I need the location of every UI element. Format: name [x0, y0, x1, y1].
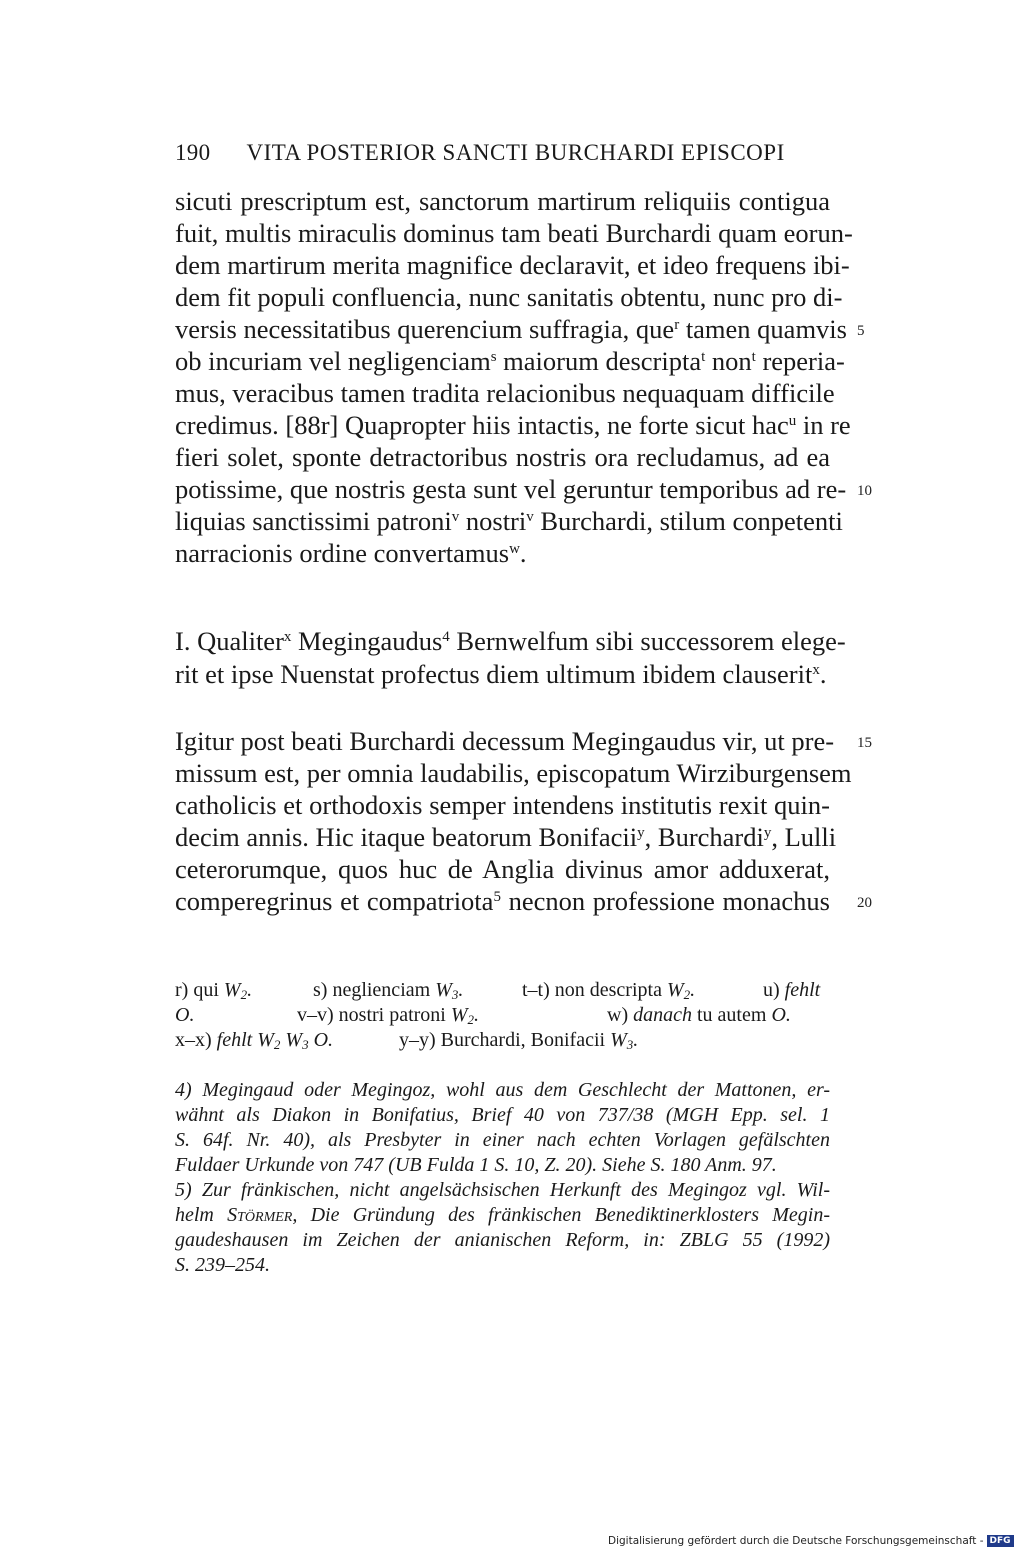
running-head-title: VITA POSTERIOR SANCTI BURCHARDI EPISCOPI: [246, 140, 785, 165]
text-line: catholicis et orthodoxis semper intendens institutis rexit quin-: [175, 790, 830, 820]
footnote-mark: r: [674, 317, 680, 333]
footnote-line: 5) Zur fränkischen, nicht angelsächsischen Herkunft des Megingoz vgl. Wil-: [175, 1179, 830, 1201]
main-text-block-2: [175, 725, 872, 917]
footnote-mark: v: [451, 509, 460, 525]
text-line: liquias sanctissimi patroni$^v$ nostri$^v$ Burchardi, stilum conpetenti: [175, 506, 843, 536]
apparatus-line: O. v–v) nostri patroni $W_2$. w) danach tu autem O.: [175, 1004, 791, 1027]
text-line: versis necessitatibus querencium suffragia, que$^r$ tamen quamvis 5: [175, 313, 830, 345]
footnote-mark: t: [701, 349, 706, 365]
text-line: Igitur post beati Burchardi decessum Megingaudus vir, ut pre- 15: [175, 725, 830, 757]
page-number: 190: [175, 140, 211, 165]
footnote-mark: t: [751, 349, 756, 365]
text-line: comperegrinus et compatriota$^5$ necnon professione monachus 20: [175, 885, 830, 917]
chapter-title: [175, 625, 846, 691]
text-line: sicuti prescriptum est, sanctorum martirum reliquiis contigua: [175, 186, 830, 216]
critical-apparatus: [175, 978, 830, 1053]
footnotes: [175, 1078, 830, 1278]
footnote-line: Fuldaer Urkunde von 747 (UB Fulda 1 S. 10, Z. 20). Siehe S. 180 Anm. 97.: [175, 1154, 777, 1176]
text-line: dem martirum merita magnifice declaravit, et ideo frequens ibi-: [175, 250, 850, 280]
footnote-mark: 5: [493, 889, 501, 905]
footnote-mark: y: [763, 825, 772, 841]
footnote-line: helm Störmer, Die Gründung des fränkischen Benediktinerklosters Megin-: [175, 1204, 830, 1226]
footnote-line: wähnt als Diakon in Bonifatius, Brief 40 von 737/38 (MGH Epp. sel. 1: [175, 1104, 830, 1126]
footnote-mark: y: [637, 825, 645, 841]
apparatus-line: r) qui $W_2$. s) neglienciam $W_3$. t–t) non descripta $W_2$. u) fehlt: [175, 979, 821, 1002]
footnote-line: S. 239–254.: [175, 1254, 270, 1276]
author-name: Störmer: [227, 1204, 293, 1226]
footnote-line: 4) Megingaud oder Megingoz, wohl aus dem Geschlecht der Mattonen, er-: [175, 1079, 830, 1101]
footnote-mark: x: [283, 629, 292, 645]
text-line: ob incuriam vel negligenciam$^s$ maiorum descripta$^t$ non$^t$ reperia-: [175, 346, 845, 376]
dfg-footer: [608, 1535, 1014, 1547]
line-number: 20: [857, 895, 872, 911]
line-number: 10: [857, 483, 872, 499]
text-line: missum est, per omnia laudabilis, episcopatum Wirziburgensem: [175, 758, 852, 788]
text-line: mus, veracibus tamen tradita relacionibus nequaquam difficile: [175, 378, 835, 408]
text-line: dem fit populi confluencia, nunc sanitatis obtentu, nunc pro di-: [175, 282, 843, 312]
text-line: rit et ipse Nuenstat profectus diem ultimum ibidem clauserit$^x$.: [175, 659, 827, 689]
footnote-mark: u: [788, 413, 797, 429]
text-line: fieri solet, sponte detractoribus nostris ora recludamus, ad ea: [175, 442, 830, 472]
footnote-mark: v: [526, 509, 534, 525]
apparatus-line: x–x) fehlt $W_2$ $W_3$ O. y–y) Burchardi, Bonifacii $W_3$.: [175, 1029, 639, 1052]
footnote-mark: s: [490, 349, 497, 365]
text-line: I. Qualiter$^x$ Megingaudus$^4$ Bernwelfum sibi successorem elege-: [175, 626, 846, 656]
text-line: narracionis ordine convertamus$^w$.: [175, 538, 527, 568]
line-number: 5: [857, 323, 865, 339]
footnote-mark: x: [812, 662, 820, 678]
text-line: credimus. [88r] Quapropter hiis intactis, ne forte sicut hac$^u$ in re: [175, 410, 851, 440]
dfg-logo: DFG: [987, 1535, 1014, 1547]
footer-text: Digitalisierung gefördert durch die Deutsche Forschungsgemeinschaft -: [608, 1535, 984, 1547]
text-line: fuit, multis miraculis dominus tam beati Burchardi quam eorun-: [175, 218, 853, 248]
text-line: potissime, que nostris gesta sunt vel geruntur temporibus ad re- 10: [175, 473, 830, 505]
text-line: ceterorumque, quos huc de Anglia divinus amor adduxerat,: [175, 854, 830, 884]
footnote-mark: 4: [442, 629, 450, 645]
main-text-block-1: [175, 185, 872, 569]
footnote-line: gaudeshausen im Zeichen der anianischen Reform, in: ZBLG 55 (1992): [175, 1229, 830, 1251]
running-header: [175, 140, 835, 166]
text-line: decim annis. Hic itaque beatorum Bonifacii$^y$, Burchardi$^y$, Lulli: [175, 822, 837, 852]
line-number: 15: [857, 735, 872, 751]
footnote-mark: w: [509, 541, 520, 557]
footnote-line: S. 64f. Nr. 40), als Presbyter in einer nach echten Vorlagen gefälschten: [175, 1129, 830, 1151]
